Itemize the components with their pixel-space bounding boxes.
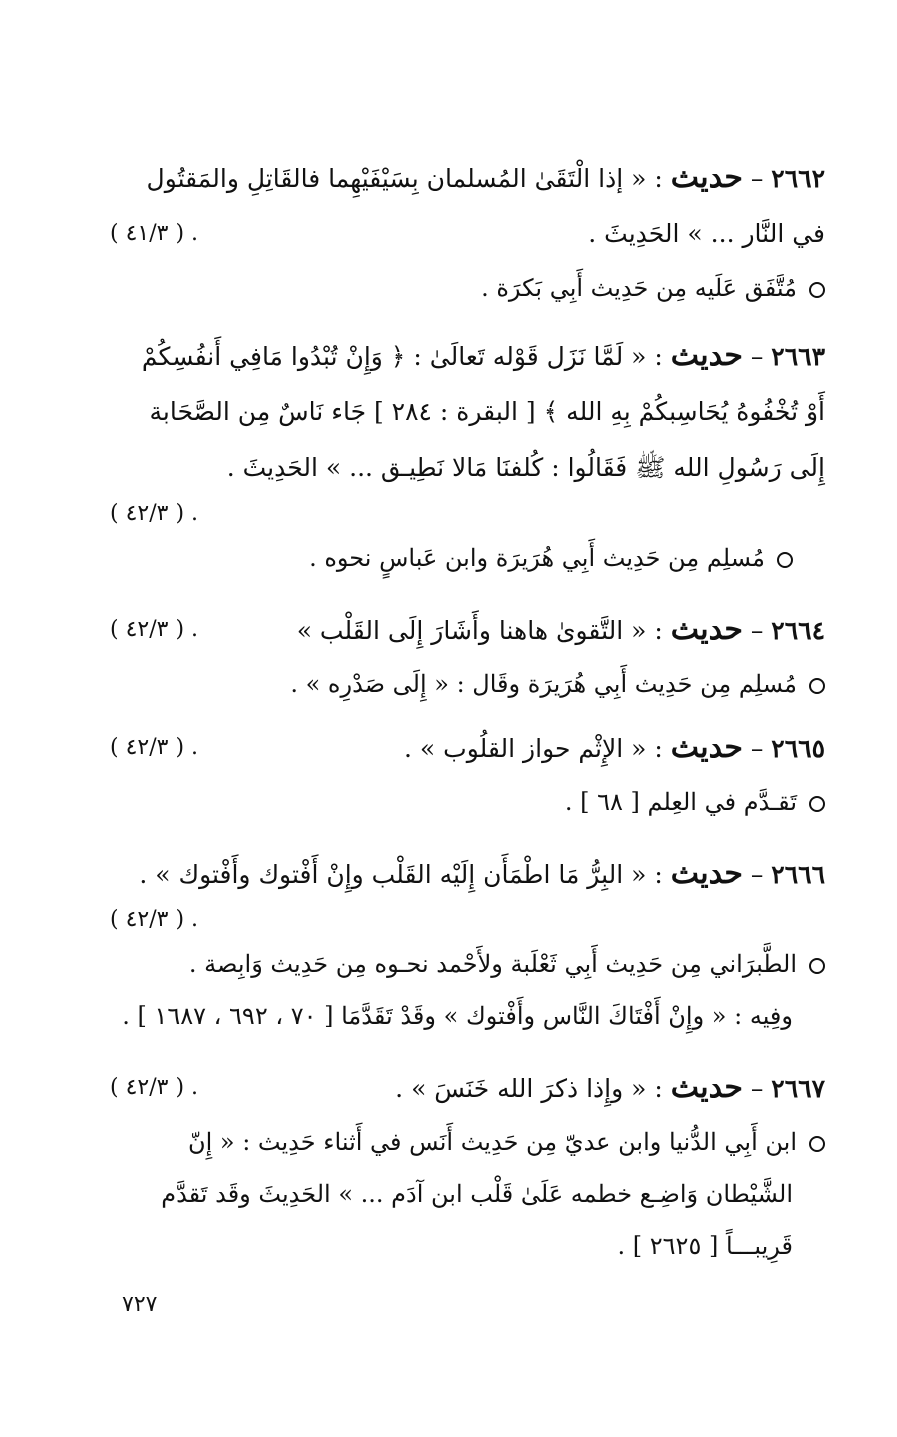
hadith-keyword: حديث — [670, 1070, 743, 1105]
volume-page-reference: ( ٤٢/٣ ) . — [110, 735, 199, 760]
entry-line: ٢٦٦٢ – حديث : « إذا الْتَقَىٰ المُسلمان بِسَيْفَيْهِما فالقَاتِلِ والمَقتُول — [146, 160, 825, 195]
entry-line: ٢٦٦٧ – حديث : « وإِذا ذكرَ الله خَنَسَ » . ( ٤٢/٣ ) . — [110, 1060, 825, 1116]
source-note-text: الطَّبرَاني مِن حَدِيث أَبِي ثَعْلَبة ولأَحْمد نحـوه مِن حَدِيث وَابِصة . — [188, 950, 797, 978]
hadith-entry-2667 — [110, 1060, 825, 1272]
source-note-text: وفِيه : « وإِنْ أَفْتَاكَ النَّاس وأَفْتوك » وقَدْ تَقَدَّمَا [ ٧٠ ، ٦٩٢ ، ١٦٨٧ ] . — [122, 1002, 793, 1030]
entry-number: ٢٦٦٦ — [771, 860, 825, 889]
entry-number: ٢٦٦٢ — [771, 164, 825, 193]
source-note-text: الشَّيْطان وَاضِـع خطمه عَلَىٰ قَلْب ابن آدَم ... » الحَدِيثَ وقَد تَقدَّم — [161, 1180, 793, 1208]
hadith-text: « التَّقوىٰ هاهنا وأَشَارَ إِلَى القَلْب » — [296, 616, 647, 645]
hadith-keyword: حديث — [670, 160, 743, 195]
circle-bullet-icon — [777, 552, 793, 568]
source-note — [110, 776, 825, 828]
circle-bullet-icon — [809, 796, 825, 812]
hadith-text: « البِرُّ مَا اطْمَأَن إِلَيْه القَلْب وإِنْ أَفْتوك وأَفْتوك » . — [139, 860, 647, 889]
entry-line: ٢٦٦٦ – حديث : « البِرُّ مَا اطْمَأَن إِلَيْه القَلْب وإِنْ أَفْتوك وأَفْتوك » . — [139, 856, 825, 891]
entry-number: ٢٦٦٥ — [771, 734, 825, 763]
hadith-text: « إذا الْتَقَىٰ المُسلمان بِسَيْفَيْهِما فالقَاتِلِ والمَقتُول — [146, 164, 647, 193]
entry-line — [110, 384, 825, 440]
hadith-text: « وإِذا ذكرَ الله خَنَسَ » . — [395, 1074, 647, 1103]
entry-line — [110, 440, 825, 496]
hadith-text: أَوْ تُخْفُوهُ يُحَاسِبكُمْ بِهِ الله ﴾ [ البقرة : ٢٨٤ ] جَاء نَاسٌ مِن الصَّحَابة — [149, 397, 825, 426]
source-note-continued — [110, 1168, 825, 1220]
hadith-text: « الإِثْم حواز القلُوب » . — [404, 734, 647, 763]
circle-bullet-icon — [809, 678, 825, 694]
page-number: ٧٢٧ — [122, 1292, 158, 1317]
entry-line: ٢٦٦٤ – حديث : « التَّقوىٰ هاهنا وأَشَارَ إِلَى القَلْب » ( ٤٢/٣ ) . — [110, 602, 825, 658]
circle-bullet-icon — [809, 958, 825, 974]
source-note-text: تَقـدَّم في العِلم [ ٦٨ ] . — [564, 788, 797, 816]
volume-page-reference: ( ٤٢/٣ ) . — [110, 501, 199, 526]
source-note-text: ابن أَبِي الدُّنيا وابن عديّ مِن حَدِيث أَنَس في أَثناء حَدِيث : « إِنّ — [187, 1128, 797, 1156]
hadith-text: في النَّار ... » الحَدِيثَ . — [588, 219, 825, 248]
hadith-text: « لَمَّا نَزَل قَوْله تَعالَىٰ : ﴿ وَإِنْ تُبْدُوا مَافِي أَنفُسِكُمْ — [141, 342, 647, 371]
hadith-entry-2663 — [110, 328, 825, 584]
source-note — [110, 938, 825, 990]
source-note — [110, 532, 825, 584]
circle-bullet-icon — [809, 1136, 825, 1152]
entry-number: ٢٦٦٤ — [771, 616, 825, 645]
source-note — [110, 262, 825, 314]
source-note-text: مُسلِم مِن حَدِيث أَبِي هُرَيرَة وقَال : « إِلَى صَدْرِه » . — [290, 670, 797, 698]
circle-bullet-icon — [809, 282, 825, 298]
source-note-text: مُتَّفَق عَلَيه مِن حَدِيث أَبِي بَكرَة . — [481, 274, 797, 302]
volume-page-reference: ( ٤٢/٣ ) . — [110, 907, 199, 932]
volume-page-reference: ( ٤١/٣ ) . — [110, 221, 199, 246]
entry-number: ٢٦٦٧ — [771, 1074, 825, 1103]
entry-line — [110, 496, 825, 532]
hadith-keyword: حديث — [670, 730, 743, 765]
hadith-keyword: حديث — [670, 338, 743, 373]
volume-page-reference: ( ٤٢/٣ ) . — [110, 617, 199, 642]
volume-page-reference: ( ٤٢/٣ ) . — [110, 1075, 199, 1100]
hadith-entry-2665 — [110, 720, 825, 828]
source-note — [110, 1116, 825, 1168]
source-note-continued — [110, 990, 825, 1042]
source-note-text: مُسلِم مِن حَدِيث أَبِي هُرَيرَة وابن عَباسٍ نحوه . — [309, 544, 765, 572]
hadith-text: إِلَى رَسُولِ الله ﷺ فَقَالُوا : كُلفنَا مَالا نَطِيـق ... » الحَدِيثَ . — [226, 453, 825, 482]
hadith-entry-2662 — [110, 150, 825, 314]
source-note-text: قَرِيبـــاً [ ٢٦٢٥ ] . — [617, 1232, 793, 1260]
source-note — [110, 658, 825, 710]
entry-line — [110, 206, 825, 262]
source-note-continued — [110, 1220, 825, 1272]
entry-number: ٢٦٦٣ — [771, 342, 825, 371]
hadith-entry-2666 — [110, 846, 825, 1042]
entry-line: ٢٦٦٣ – حديث : « لَمَّا نَزَل قَوْله تَعالَىٰ : ﴿ وَإِنْ تُبْدُوا مَافِي أَنفُسِكُمْ — [141, 338, 825, 373]
hadith-keyword: حديث — [670, 856, 743, 891]
hadith-entry-2664 — [110, 602, 825, 710]
entry-line: ٢٦٦٥ – حديث : « الإِثْم حواز القلُوب » . ( ٤٢/٣ ) . — [110, 720, 825, 776]
hadith-keyword: حديث — [670, 612, 743, 647]
entry-line — [110, 902, 825, 938]
